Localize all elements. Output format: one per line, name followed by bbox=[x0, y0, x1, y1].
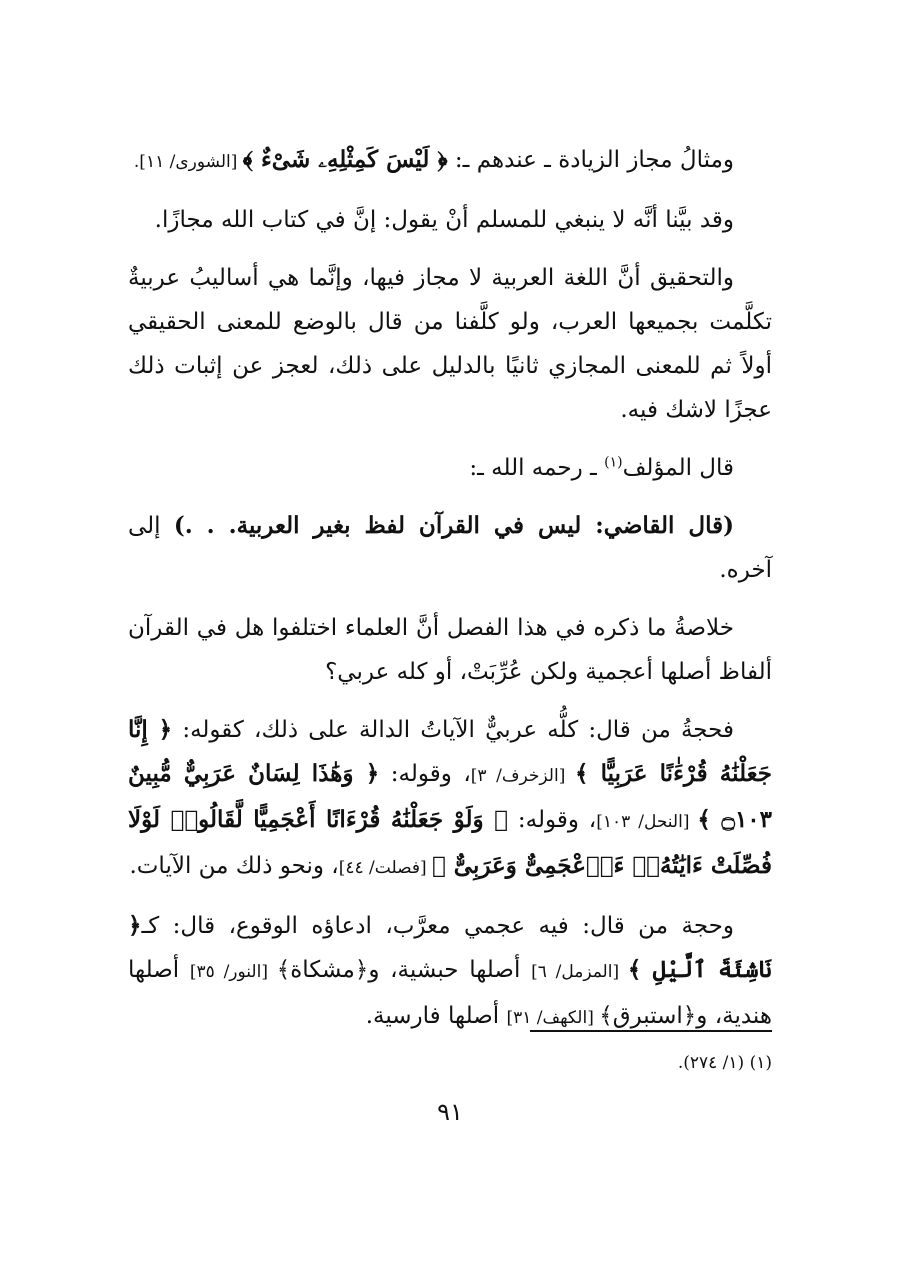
text-run: أصلها فارسية. bbox=[365, 1003, 507, 1029]
text-run: ـ رحمه الله ـ: bbox=[469, 455, 605, 481]
verse-reference: [فصلت/ ٤٤] bbox=[338, 858, 432, 878]
quran-verse: ﴿ نَاشِئَةَ ٱلَّيْلِ ﴾ bbox=[128, 912, 772, 983]
paragraph-majaz-example bbox=[128, 138, 772, 184]
paragraph-arabic-argument bbox=[128, 708, 772, 890]
text-run: خلاصةُ ما ذكره في هذا الفصل أنَّ العلماء اختلفوا هل في القرآن ألفاظ أصلها أعجمية ولكن عُرِّبَتْ، أو كله عربي؟ bbox=[128, 615, 772, 685]
quran-verse: ﴿ إِنَّا جَعَلْنَٰهُ قُرْءَٰنًا عَرَبِيًّا ﴾ bbox=[128, 716, 772, 787]
text-run: ، وقوله: bbox=[508, 807, 597, 833]
text-run: وقد بيَّنا أنَّه لا ينبغي للمسلم أنْ يقول: إنَّ في كتاب الله مجازًا. bbox=[154, 207, 734, 233]
text-run: فحجةُ من قال: كلُّه عربيٌّ الآياتُ الدالة على ذلك، كقوله: bbox=[172, 717, 734, 743]
page-number: ٩١ bbox=[437, 1098, 463, 1126]
verse-reference: [النور/ ٣٥] bbox=[189, 962, 277, 982]
main-text bbox=[128, 138, 772, 1054]
text-run: ، وقوله: bbox=[379, 761, 471, 787]
verse-reference: [النحل/ ١٠٣] bbox=[596, 812, 698, 832]
paragraph-foreign-argument bbox=[128, 904, 772, 1040]
paragraph-qadi-quote bbox=[128, 504, 772, 592]
quoted-heading: (قال القاضي: ليس في القرآن لفظ بغير العربية. . .) bbox=[173, 512, 734, 539]
text-run: قال المؤلف bbox=[622, 455, 734, 481]
verse-reference: [المزمل/ ٦] bbox=[531, 962, 628, 982]
paragraph-no-majaz bbox=[128, 198, 772, 242]
quran-verse: ﴿ وَهَٰذَا لِسَانٌ عَرَبِيٌّ مُّبِينٌ ۝١٠٣ ﴾ bbox=[128, 760, 773, 833]
verse-reference: [الكهف/ ٣١] bbox=[506, 1008, 600, 1028]
text-run: ومثالُ مجاز الزيادة ـ عندهم ـ: bbox=[447, 147, 734, 173]
text-run: إلى آخره. bbox=[128, 513, 772, 583]
quoted-word: ﴿استبرق﴾ bbox=[599, 1003, 697, 1029]
paragraph-tahqiq bbox=[128, 256, 772, 432]
paragraph-summary bbox=[128, 606, 772, 694]
quran-verse: ﴿ لَيْسَ كَمِثْلِهِۦ شَىْءٌ ﴾ bbox=[242, 146, 448, 173]
paragraph-author-said bbox=[128, 446, 772, 490]
text-run: ، ونحو ذلك من الآيات. bbox=[129, 853, 339, 879]
text-run: أصلها هندية، و bbox=[128, 957, 772, 1029]
verse-reference: [الشورى/ ١١]. bbox=[133, 152, 243, 172]
text-run: أصلها حبشية، و bbox=[368, 957, 532, 983]
footnote-divider bbox=[530, 1030, 772, 1032]
footnote-marker: (١) bbox=[604, 454, 623, 471]
text-run: وحجة من قال: فيه عجمي معرَّب، ادعاؤه الوقوع، قال: كـ bbox=[141, 913, 734, 939]
quran-verse: ﴿ وَلَوْ جَعَلْنَٰهُ قُرْءَانًا أَعْجَمِيًّا لَّقَالُوا۟ لَوْلَا فُصِّلَتْ ءَايَٰتُهُۥٓ ءَا۬عْجَمِىٌّ وَعَرَبِىٌّ ﴾ bbox=[128, 806, 772, 879]
text-run: والتحقيق أنَّ اللغة العربية لا مجاز فيها، وإنَّما هي أساليبُ عربيةٌ تكلَّمت بجميعها العرب، ولو كلَّفنا من قال بالوضع للمعنى الحقيقي أولاً ثم للمعنى المجازي ثانيًا بالدليل على ذلك، لعجز عن إثبات ذلك عجزًا لاشك فيه. bbox=[128, 265, 772, 423]
footnote: (١) (١/ ٢٧٤). bbox=[677, 1053, 772, 1073]
verse-reference: [الزخرف/ ٣] bbox=[470, 766, 575, 786]
quoted-word: ﴿مشكاة﴾ bbox=[276, 957, 369, 983]
